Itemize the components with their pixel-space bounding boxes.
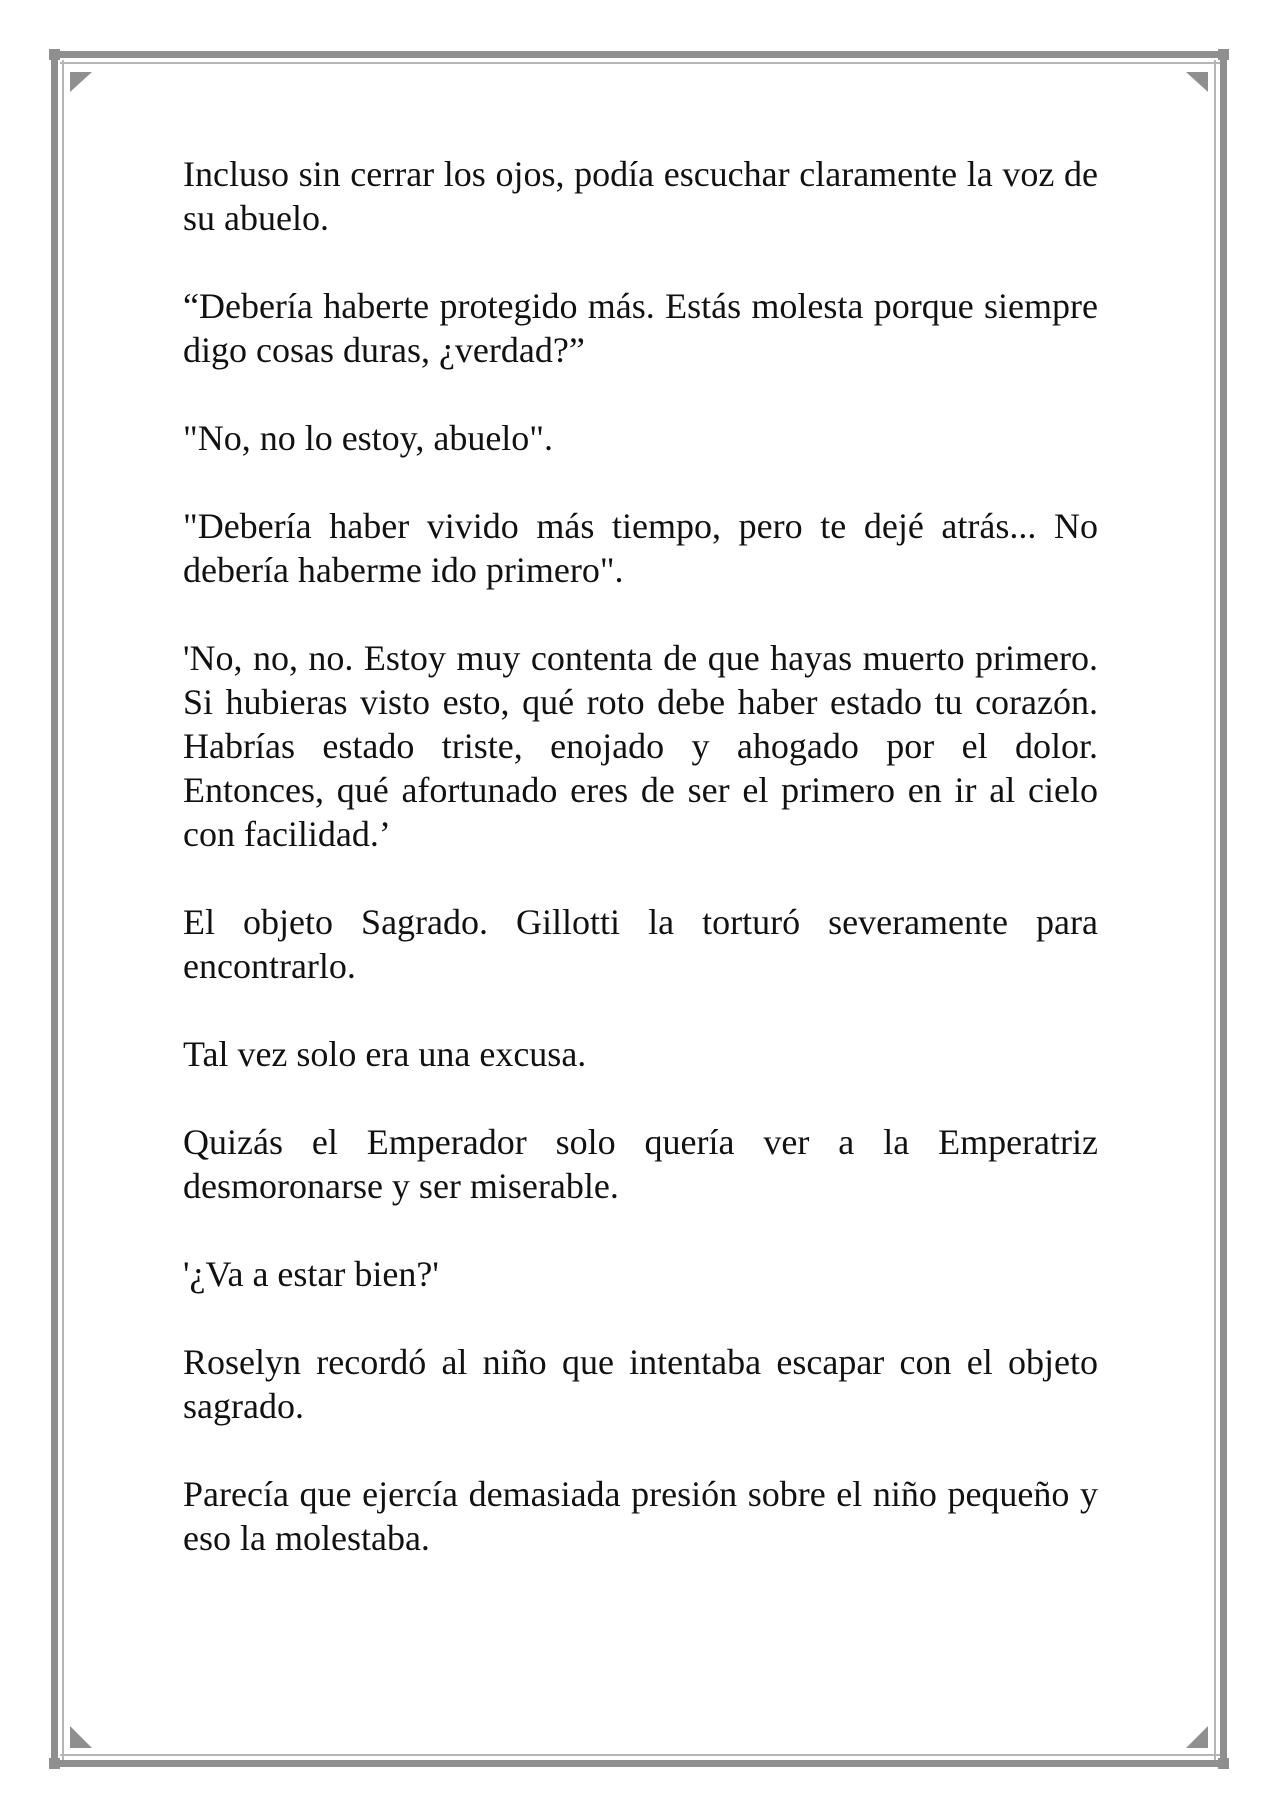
paragraph-9: '¿Va a estar bien?': [183, 1254, 439, 1294]
paragraph-6: El objeto Sagrado. Gillotti la torturó severamente para encontrarlo.: [183, 902, 1098, 986]
paragraph-10: Roselyn recordó al niño que intentaba escapar con el objeto sagrado.: [183, 1342, 1098, 1426]
paragraph-4: "Debería haber vivido más tiempo, pero te dejé atrás... No debería haberme ido primero".: [183, 506, 1098, 590]
paragraph-2: “Debería haberte protegido más. Estás molesta porque siempre digo cosas duras, ¿verdad?”: [183, 286, 1098, 370]
paragraph-3: "No, no lo estoy, abuelo".: [183, 418, 554, 458]
paragraph-7: Tal vez solo era una excusa.: [183, 1034, 587, 1074]
story-text: [183, 152, 1098, 1604]
paragraph-1: Incluso sin cerrar los ojos, podía escuchar claramente la voz de su abuelo.: [183, 154, 1098, 238]
paragraph-11: Parecía que ejercía demasiada presión sobre el niño pequeño y eso la molestaba.: [183, 1474, 1098, 1558]
paragraph-5: 'No, no, no. Estoy muy contenta de que hayas muerto primero. Si hubieras visto esto, qué roto debe haber estado tu corazón. Habrías estado triste, enojado y ahogado por el dolor. Entonces, qué afortunado eres de ser el primero en ir al cielo con facilidad.’: [183, 638, 1098, 854]
paragraph-8: Quizás el Emperador solo quería ver a la Emperatriz desmoronarse y ser miserable.: [183, 1122, 1098, 1206]
